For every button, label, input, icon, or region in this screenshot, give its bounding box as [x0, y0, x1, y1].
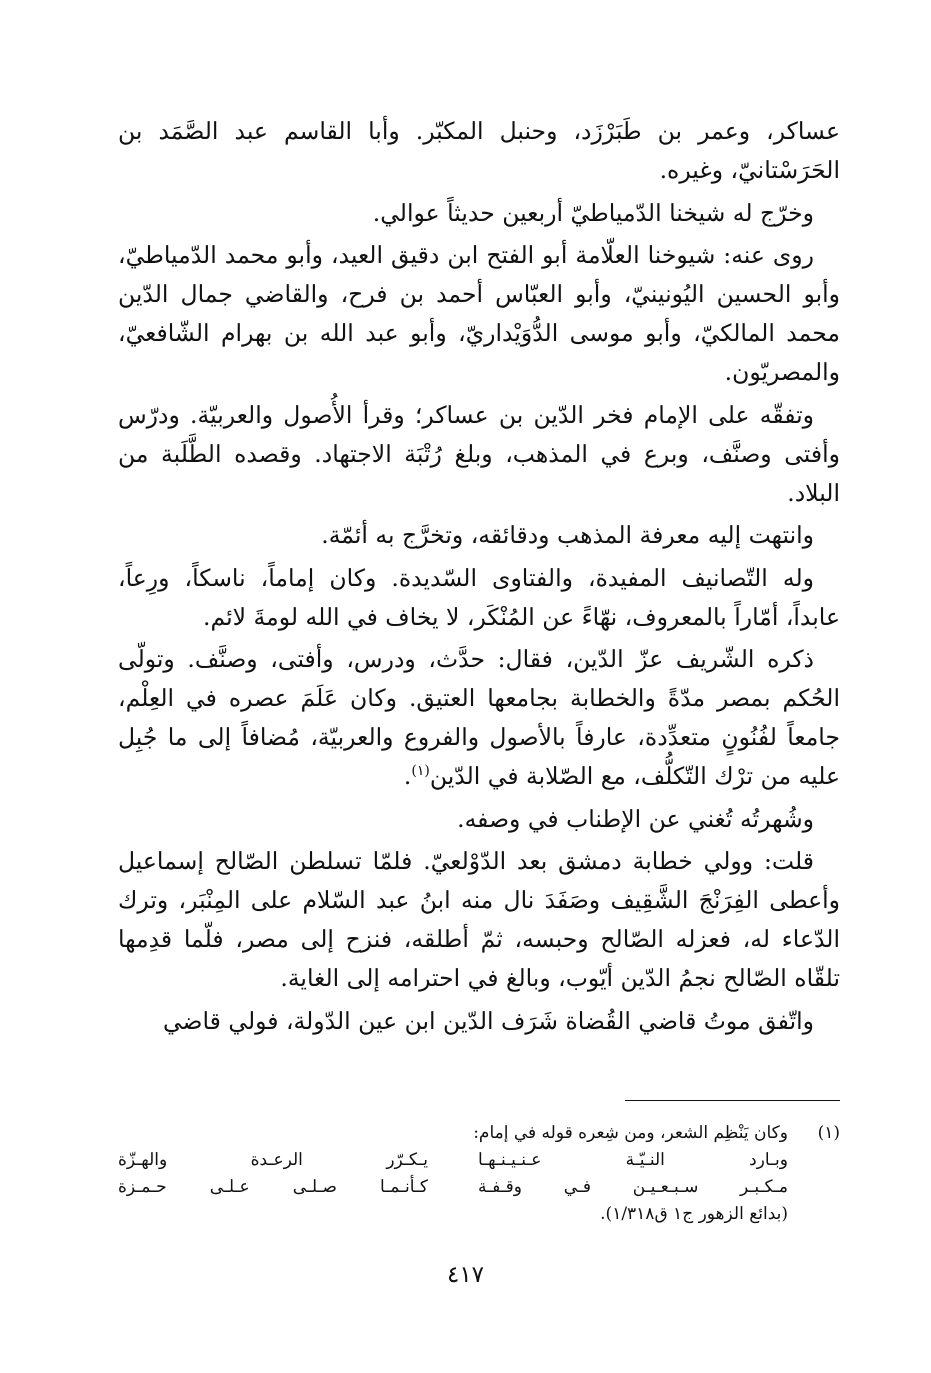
paragraph-10: واتّفق موتُ قاضي القُضاة شَرَف الدّين ابن عين الدّولة، فولي قاضي [162, 1006, 814, 1035]
footnote-source: (بدائع الزهور ج١ ق١/٣١٨). [600, 1204, 788, 1224]
verse-1-first-hemistich: وبـارد النـيّـة عـنـيـنـهـا [478, 1150, 788, 1170]
page-number: ٤١٧ [446, 1262, 485, 1288]
verse-2-first-hemistich: مـكـبـر سـبـعـيـن فـي وقـفـة [478, 1177, 788, 1197]
footnote-intro: وكان يَنْظِم الشعر، ومن شِعره قوله في إمام: [473, 1123, 788, 1143]
paragraph-7 [118, 640, 840, 796]
paragraph-1: عساكر، وعمر بن طَبَرْزَد، وحنبل المكبّر. وأبا القاسم عبد الصَّمَد بن الحَرَسْتانيّ، وغيره. [118, 117, 840, 184]
paragraph-5: وانتهت إليه معرفة المذهب ودقائقه، وتخرَّج به أئمّة. [321, 521, 814, 549]
footnote-first-line [118, 1120, 840, 1147]
footnote-number: (١) [817, 1123, 840, 1143]
verse-line-1 [118, 1147, 788, 1174]
verse-2-second-hemistich: كـأنـمـا صـلـى عـلـى حـمـزة [118, 1177, 428, 1197]
main-text [118, 112, 840, 1044]
paragraph-7-text: ذكره الشّريف عزّ الدّين، فقال: حدَّث، ودرس، وأفتى، وصنَّف. وتولّى الحُكم بمصر مدّةً والخطابة بجامعها العتيق. وكان عَلَمَ عصره في العِلْم، جامعاً لفُنُونٍ متعدِّدة، عارفاً بالأصول والفروع والعربيّة، مُضافاً إلى ما جُبِل عليه من ترْك التّكلُّف، مع الصّلابة في الدّين [118, 645, 840, 790]
paragraph-7-end: . [403, 762, 412, 790]
footnote-divider [625, 1100, 840, 1101]
paragraph-4: وتفقّه على الإمام فخر الدّين بن عساكر؛ وقرأ الأُصول والعربيّة. ودرّس وأفتى وصنَّف، وبرع في المذهب، وبلغ رُتْبَة الاجتهاد. وقصده الطَّلَبة من البلاد. [118, 400, 840, 507]
paragraph-3: روى عنه: شيوخنا العلّامة أبو الفتح ابن دقيق العيد، وأبو محمد الدّمياطيّ، وأبو الحسين اليُونينيّ، وأبو العبّاس أحمد بن فرح، والقاضي جمال الدّين محمد المالكيّ، وأبو موسى الدُّوَيْداريّ، وأبو عبد الله بن بهرام الشّافعيّ، والمصريّون. [118, 241, 840, 386]
verse-1-second-hemistich: يـكـرّر الرعـدة والهـزّة [118, 1150, 428, 1170]
paragraph-9: قلت: وولي خطابة دمشق بعد الدّوْلعيّ. فلمّا تسلطن الصّالح إسماعيل وأعطى الفِرَنْجَ الشَّقِيف وصَفَدَ نال منه ابنُ عبد السّلام على المِنْبَر، وترك الدّعاء له، فعزله الصّالح وحبسه، ثمّ أطلقه، فنزح إلى مصر، فلّما قدِمها تلقّاه الصّالح نجمُ الدّين أيّوب، وبالغ في احترامه إلى الغاية. [118, 847, 840, 992]
paragraph-2: وخرّج له شيخنا الدّمياطيّ أربعين حديثاً عوالي. [372, 198, 814, 227]
footnote-reference: (١) [411, 763, 430, 780]
footnote [118, 1120, 840, 1228]
verse-line-2 [118, 1174, 788, 1201]
paragraph-6: وله التّصانيف المفيدة، والفتاوى السّديدة. وكان إماماً، ناسكاً، ورِعاً، عابداً، أمّاراً بالمعروف، نهّاءً عن المُنْكَر، لا يخاف في الله لومةَ لائم. [118, 563, 840, 631]
paragraph-8: وشُهرتُه تُغني عن الإطناب في وصفه. [457, 804, 814, 833]
